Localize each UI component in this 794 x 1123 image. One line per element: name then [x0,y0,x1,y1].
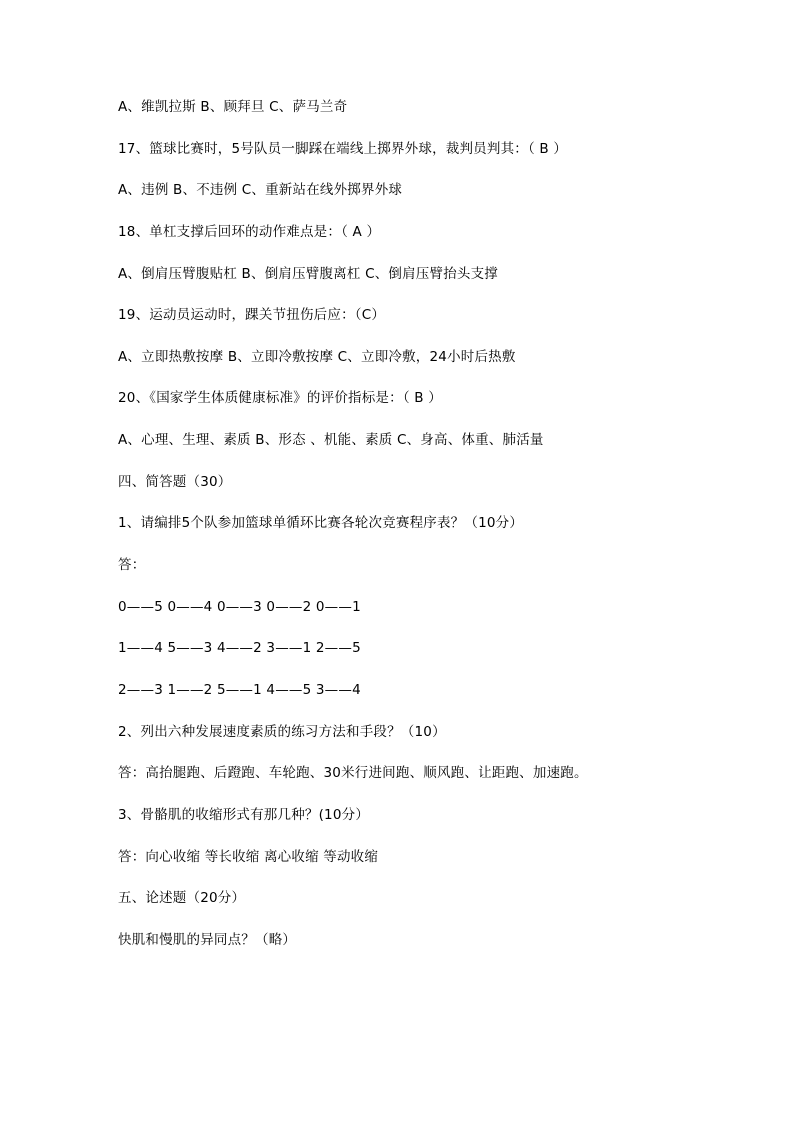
schedule-round-row: 2——3 1——2 5——1 4——5 3——4 [118,681,361,698]
sa1-question: 1、请编排5个队参加篮球单循环比赛各轮次竞赛程序表？（10分） [118,515,524,532]
sa2-question: 2、列出六种发展速度素质的练习方法和手段？（10） [118,723,446,740]
sa1-answer-label: 答： [118,557,146,574]
section-heading-essay: 五、论述题（20分） [118,890,246,907]
essay-question: 快肌和慢肌的异同点？（略） [118,931,297,948]
q20-question: 20、《国家学生体质健康标准》的评价指标是：（ B ） [118,390,442,407]
q16-options: A、维凯拉斯 B、顾拜旦 C、萨马兰奇 [118,99,348,115]
q17-question: 17、篮球比赛时，5号队员一脚踩在端线上掷界外球，裁判员判其：（ B ） [118,140,568,157]
sa2-answer: 答：高抬腿跑、后蹬跑、车轮跑、30米行进间跑、顺风跑、让距跑、加速跑。 [118,765,588,782]
document-page [118,98,718,972]
schedule-round-row: 0——5 0——4 0——3 0——2 0——1 [118,598,361,615]
q18-options: A、倒肩压臂腹贴杠 B、倒肩压臂腹离杠 C、倒肩压臂抬头支撑 [118,265,499,282]
sa3-answer: 答：向心收缩 等长收缩 离心收缩 等动收缩 [118,848,379,865]
q17-options: A、违例 B、不违例 C、重新站在线外掷界外球 [118,182,403,199]
schedule-round-row: 1——4 5——3 4——2 3——1 2——5 [118,640,361,657]
q19-options: A、立即热敷按摩 B、立即冷敷按摩 C、立即冷敷，24小时后热敷 [118,348,516,365]
q20-options: A、心理、生理、素质 B、形态 、机能、素质 C、身高、体重、肺活量 [118,432,544,449]
section-heading-short-answer: 四、简答题（30） [118,473,232,490]
q18-question: 18、单杠支撑后回环的动作难点是：（ A ） [118,223,381,240]
q19-question: 19、运动员运动时，踝关节扭伤后应：（C） [118,307,386,324]
sa3-question: 3、骨骼肌的收缩形式有那几种？(10分） [118,806,370,823]
